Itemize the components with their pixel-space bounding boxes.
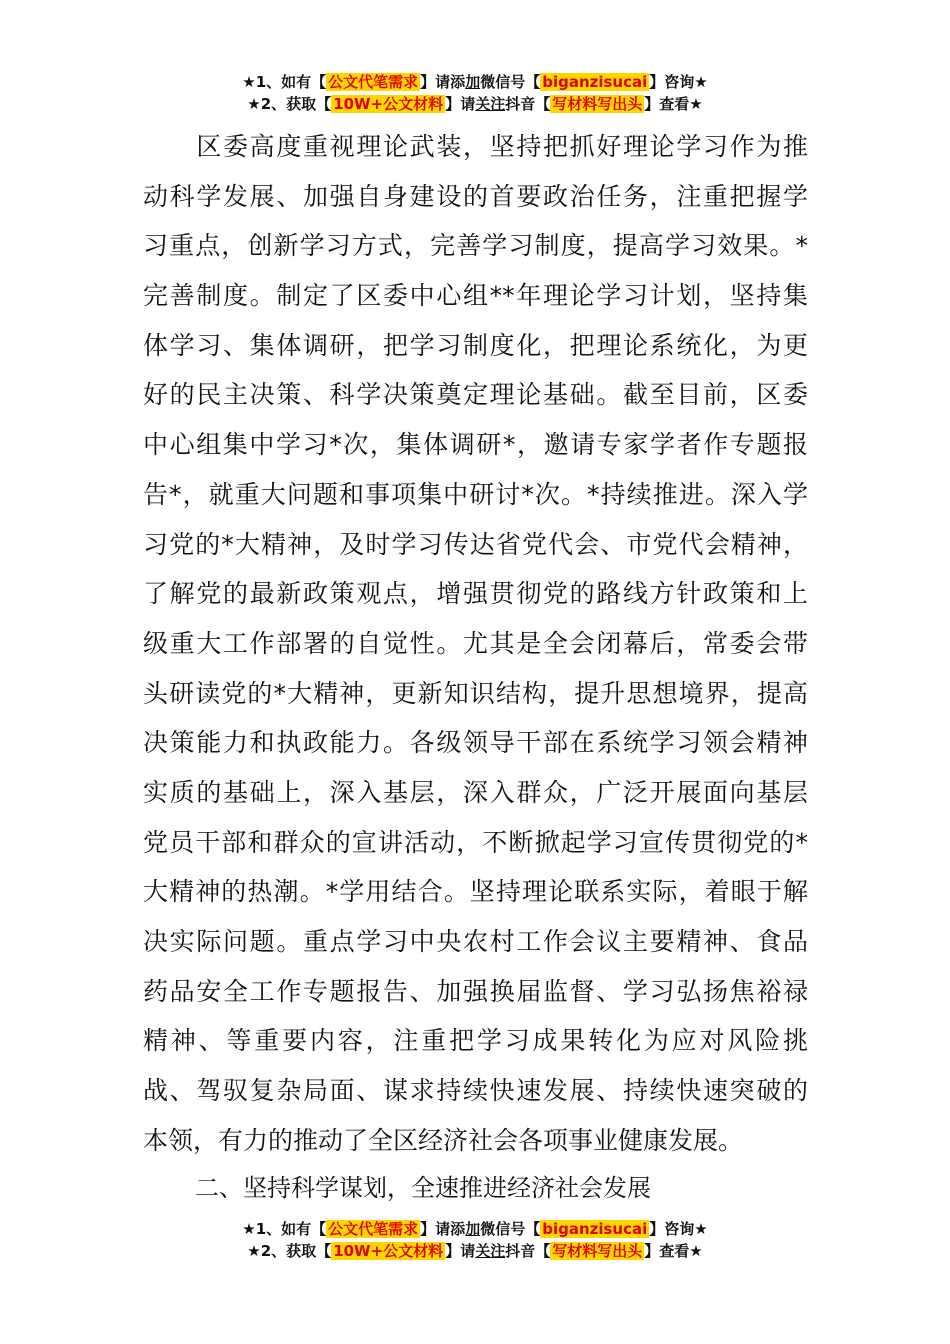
paragraph-line: 动科学发展、加强自身建设的首要政治任务，注重把握学 xyxy=(143,181,808,211)
promo-text: ★2、获取【 xyxy=(247,1242,332,1260)
promo-line-2 xyxy=(0,1240,950,1262)
promo-line-1 xyxy=(0,1218,950,1240)
promo-text: ★2、获取【 xyxy=(247,95,332,113)
promo-text: 】查看★ xyxy=(644,1242,703,1260)
promo-text: 抖音【 xyxy=(505,95,551,113)
promo-underlined-text: 加 xyxy=(465,73,481,91)
promo-underlined-text: 加 xyxy=(465,1220,481,1238)
paragraph-line: 区委高度重视理论武装，坚持把抓好理论学习作为推 xyxy=(143,132,808,161)
promo-text: 】查看★ xyxy=(644,95,703,113)
paragraph-line: 完善制度。制定了区委中心组**年理论学习计划，坚持集 xyxy=(143,281,808,311)
promo-text: 抖音【 xyxy=(505,1242,551,1260)
promo-text: ★1、如有【 xyxy=(242,1220,327,1238)
promo-text: 】请添 xyxy=(420,1220,466,1238)
paragraph-line: 好的民主决策、科学决策奠定理论基础。截至目前，区委 xyxy=(143,380,808,410)
paragraph-line: 习党的*大精神，及时学习传达省党代会、市党代会精神， xyxy=(143,529,808,559)
promo-text: 】请 xyxy=(445,1242,476,1260)
paragraph-line: 级重大工作部署的自觉性。尤其是全会闭幕后，常委会带 xyxy=(143,628,808,658)
promo-line-2 xyxy=(0,93,950,115)
paragraph-line: 中心组集中学习*次，集体调研*，邀请专家学者作专题报 xyxy=(143,430,808,460)
section-heading: 二、坚持科学谋划，全速推进经济社会发展 xyxy=(195,1174,651,1202)
promo-banner-bottom xyxy=(0,1218,950,1262)
promo-text: 】咨询★ xyxy=(649,1220,708,1238)
promo-text: 微信号【 xyxy=(480,1220,541,1238)
paragraph-line: 实质的基础上，深入基层，深入群众，广泛开展面向基层 xyxy=(143,777,808,807)
promo-highlight: biganzisucai xyxy=(542,73,648,91)
paragraph-line: 药品安全工作专题报告、加强换届监督、学习弘扬焦裕禄 xyxy=(143,976,808,1006)
paragraph-line: 头研读党的*大精神，更新知识结构，提升思想境界，提高 xyxy=(143,678,808,708)
promo-highlight: 公文代笔需求 xyxy=(328,1220,419,1238)
paragraph-line: 决策能力和执政能力。各级领导干部在系统学习领会精神 xyxy=(143,728,808,758)
paragraph-line: 大精神的热潮。*学用结合。坚持理论联系实际，着眼于解 xyxy=(143,877,808,907)
promo-banner-top xyxy=(0,71,950,115)
promo-highlight: 10W+公文材料 xyxy=(333,1242,444,1260)
promo-text: ★1、如有【 xyxy=(242,73,327,91)
paragraph-line: 决实际问题。重点学习中央农村工作会议主要精神、食品 xyxy=(143,927,808,956)
paragraph-line: 了解党的最新政策观点，增强贯彻党的路线方针政策和上 xyxy=(143,579,808,609)
paragraph-line: 党员干部和群众的宣讲活动，不断掀起学习宣传贯彻党的* xyxy=(143,827,808,857)
body-paragraph xyxy=(143,122,808,1165)
paragraph-line: 体学习、集体调研，把学习制度化，把理论系统化，为更 xyxy=(143,330,808,360)
paragraph-line: 精神、等重要内容，注重把学习成果转化为应对风险挑 xyxy=(143,1026,808,1056)
promo-highlight: 10W+公文材料 xyxy=(333,95,444,113)
promo-underlined-text: 关注 xyxy=(475,95,506,113)
promo-highlight: 写材料写出头 xyxy=(552,1242,643,1260)
promo-highlight: 写材料写出头 xyxy=(552,95,643,113)
paragraph-line: 战、驾驭复杂局面、谋求持续快速发展、持续快速突破的 xyxy=(143,1076,808,1106)
paragraph-line: 习重点，创新学习方式，完善学习制度，提高学习效果。* xyxy=(143,231,808,261)
promo-highlight: 公文代笔需求 xyxy=(328,73,419,91)
promo-line-1 xyxy=(0,71,950,93)
promo-underlined-text: 关注 xyxy=(475,1242,506,1260)
promo-text: 】请添 xyxy=(420,73,466,91)
promo-highlight: biganzisucai xyxy=(542,1220,648,1238)
promo-text: 】咨询★ xyxy=(649,73,708,91)
paragraph-line: 告*，就重大问题和事项集中研讨*次。*持续推进。深入学 xyxy=(143,479,808,509)
promo-text: 】请 xyxy=(445,95,476,113)
promo-text: 微信号【 xyxy=(480,73,541,91)
paragraph-line: 本领，有力的推动了全区经济社会各项事业健康发展。 xyxy=(143,1125,744,1155)
